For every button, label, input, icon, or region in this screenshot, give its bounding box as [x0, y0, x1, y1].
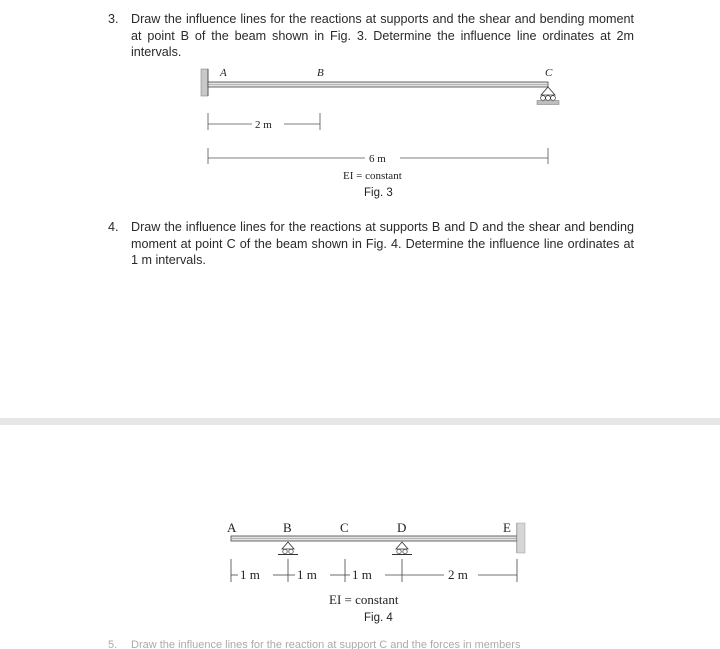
roller-support-c — [537, 87, 559, 105]
problem-4 — [108, 219, 636, 271]
figure-4 — [0, 515, 720, 630]
fig4-dim-1: 1 m — [240, 567, 260, 582]
fig4-dimension-line — [231, 559, 517, 582]
problem-5-number: 5. — [108, 639, 118, 649]
problem-3 — [108, 11, 636, 63]
fig4-caption: Fig. 4 — [364, 612, 393, 624]
roller-support-b — [278, 542, 298, 555]
dim-6m-label: 6 m — [369, 153, 386, 165]
problem-3-number: 3. — [108, 12, 119, 26]
fixed-support-wall — [201, 69, 208, 96]
fig4-label-d: D — [397, 520, 407, 535]
roller-support-d — [392, 542, 412, 555]
problem-4-number: 4. — [108, 220, 119, 234]
fig4-dim-2: 1 m — [297, 567, 317, 582]
page-divider — [0, 418, 720, 425]
fig3-label-b: B — [317, 67, 324, 79]
fig4-ei-constant: EI = constant — [329, 592, 399, 607]
fig4-dim-4: 2 m — [448, 567, 468, 582]
fig4-dim-3: 1 m — [352, 567, 372, 582]
fig4-label-c: C — [340, 520, 349, 535]
fig4-label-b: B — [283, 520, 292, 535]
fig3-label-c: C — [545, 67, 553, 79]
fig3-caption: Fig. 3 — [364, 187, 393, 199]
fig4-label-e: E — [503, 520, 511, 535]
problem-4-text: Draw the influence lines for the reactions at supports B and D and the shear and bending moment at point C of the beam shown in Fig. 4. Determine the influence line ordinates at 1 m intervals. — [131, 220, 634, 267]
fig3-ei-constant: EI = constant — [343, 170, 402, 182]
problem-3-text: Draw the influence lines for the reactions at supports and the shear and bending moment at point B of the beam shown in Fig. 3. Determine the influence line ordinates at 2m intervals. — [131, 12, 634, 59]
fig3-label-a: A — [220, 67, 227, 79]
fig4-label-a: A — [227, 520, 237, 535]
fixed-support-e — [517, 523, 525, 553]
problem-5-text-partial: Draw the influence lines for the reaction at support C and the forces in members — [131, 639, 521, 649]
dim-2m-label: 2 m — [255, 119, 272, 131]
